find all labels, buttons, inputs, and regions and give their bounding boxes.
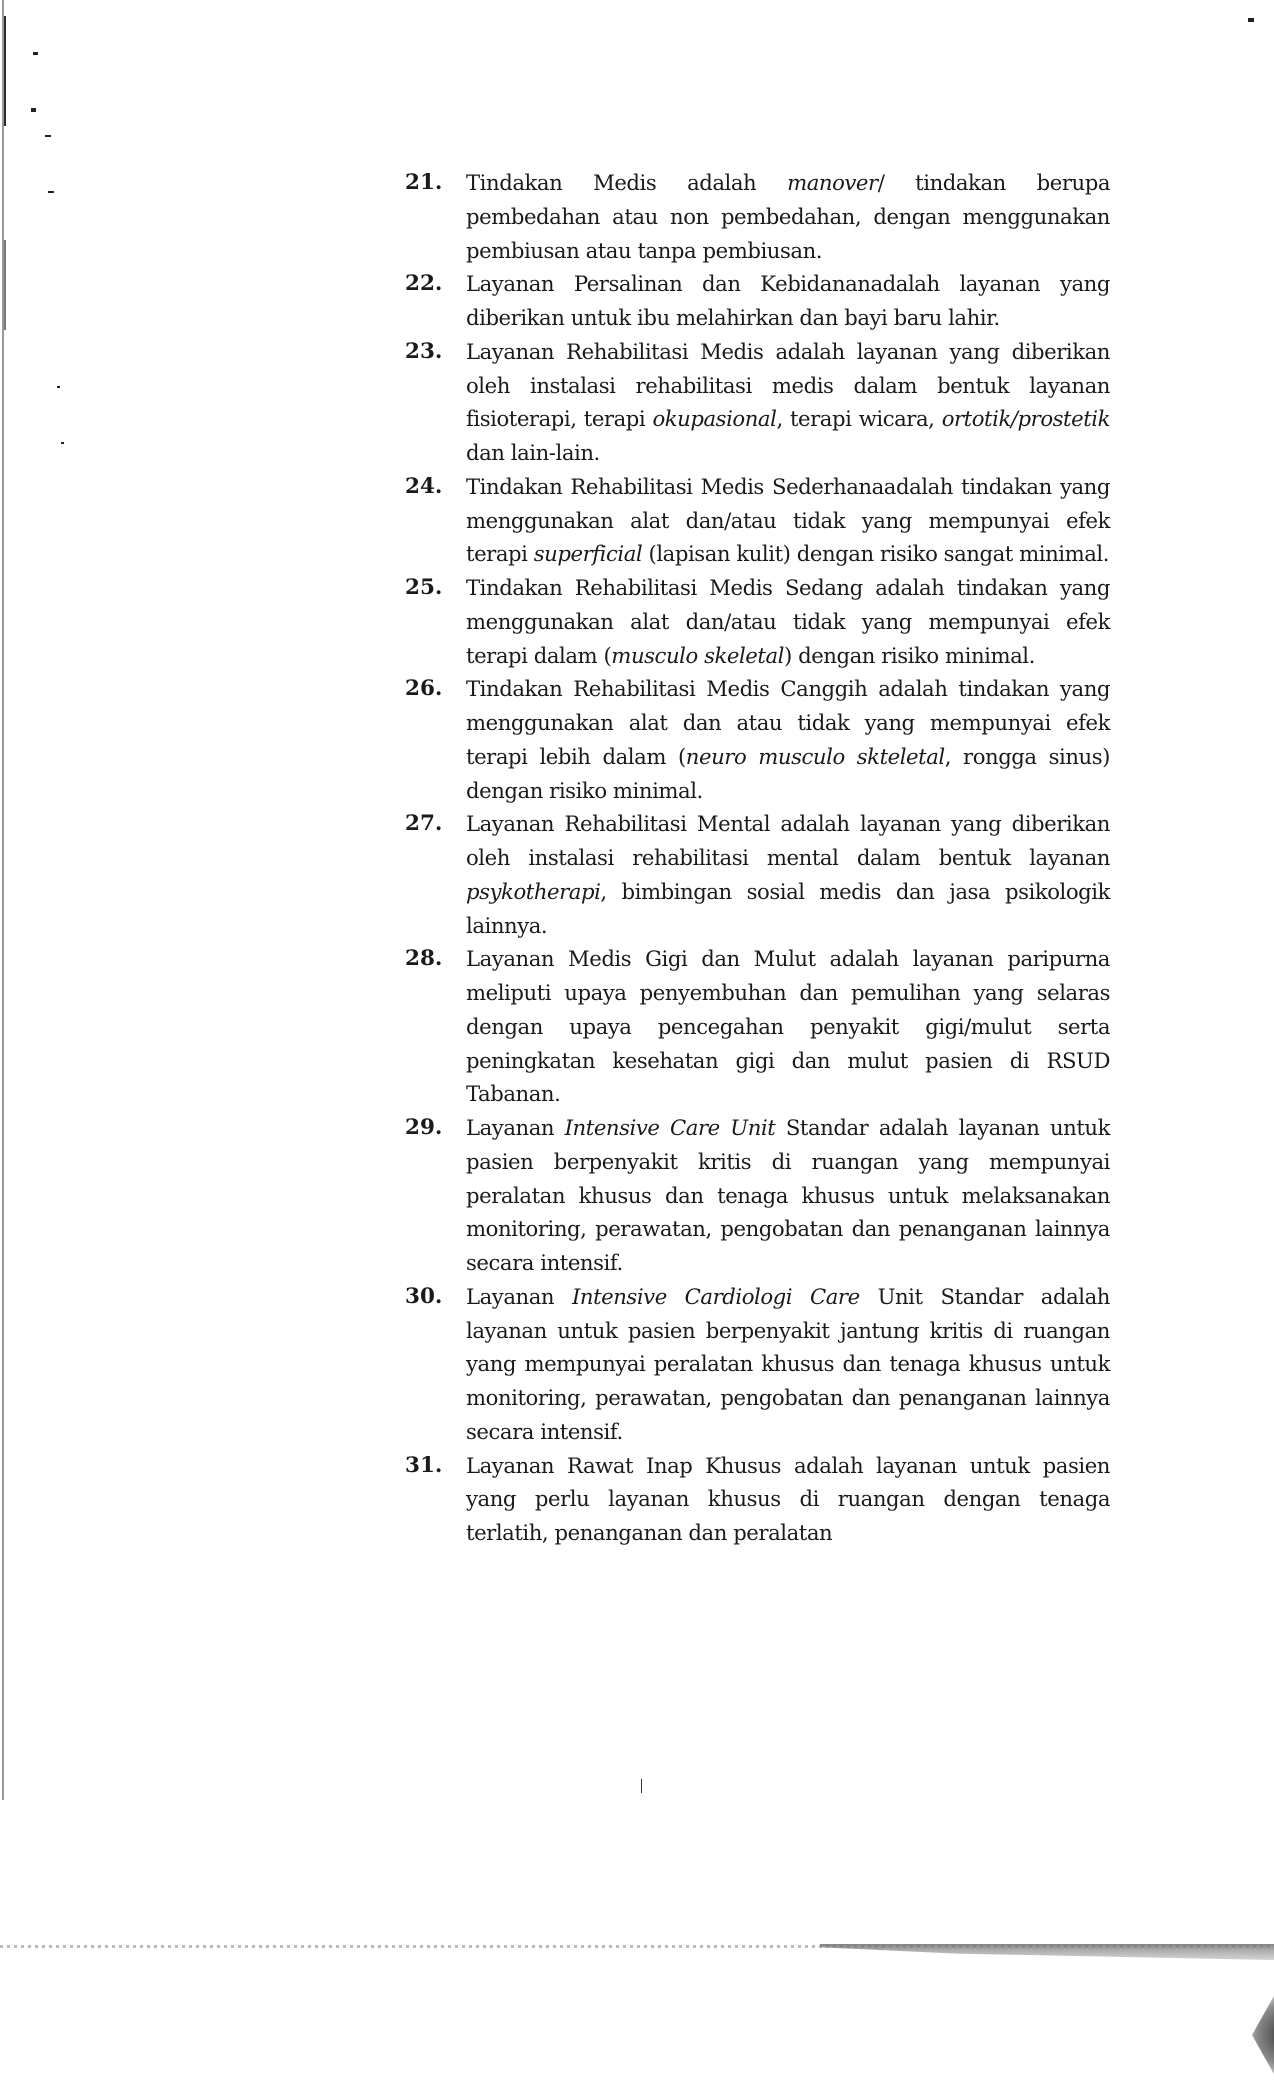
item-text — [466, 1449, 1110, 1550]
list-item-30 — [405, 1280, 1110, 1449]
item-number: 21. — [405, 170, 443, 195]
list-item-21 — [405, 166, 1110, 267]
scan-mark — [641, 1779, 642, 1793]
list-item-26 — [405, 672, 1110, 807]
text-run: Layanan Medis Gigi dan Mulut adalah layanan paripurna meliputi upaya penyembuhan dan pemulihan yang selaras dengan upaya pencegahan penyakit gigi/mulut serta peningkatan kesehatan gigi dan mulut pasien di RSUD Tabanan. — [466, 946, 1110, 1107]
list-item-23 — [405, 335, 1110, 470]
text-run: Layanan Rawat Inap Khusus adalah layanan untuk pasien yang perlu layanan khusus di ruangan dengan tenaga terlatih, penanganan dan peralatan — [466, 1452, 1110, 1545]
definitions-list — [405, 166, 1110, 1550]
italic-term: neuro musculo skteletal — [685, 743, 945, 769]
item-text — [466, 1280, 1110, 1449]
scan-speck — [61, 442, 64, 444]
italic-term: manover — [787, 170, 878, 195]
scan-corner-shadow — [1240, 1985, 1274, 2085]
text-run: (lapisan kulit) dengan risiko sangat minimal. — [642, 541, 1110, 567]
text-run: Tindakan Medis adalah — [466, 170, 788, 195]
scan-speck — [48, 191, 54, 193]
list-item-31 — [405, 1449, 1110, 1550]
italic-term: Intensive Cardiologi Care — [571, 1283, 860, 1309]
list-item-25 — [405, 571, 1110, 672]
item-text — [466, 470, 1110, 571]
item-number: 22. — [405, 271, 443, 297]
item-number: 25. — [405, 575, 443, 600]
text-run: Layanan Persalinan dan Kebidananadalah layanan yang diberikan untuk ibu melahirkan dan bayi baru lahir. — [466, 271, 1110, 330]
text-run: Layanan — [466, 1283, 572, 1309]
item-number: 30. — [405, 1283, 443, 1309]
text-run: Layanan Rehabilitasi Mental adalah layanan yang diberikan oleh instalasi rehabilitasi mental dalam bentuk layanan — [466, 811, 1110, 870]
item-text — [466, 166, 1110, 267]
scan-speck — [31, 108, 36, 112]
scan-left-edge-mark — [4, 240, 6, 330]
text-run: Tindakan Rehabilitasi Medis Canggih adalah tindakan yang menggunakan alat dan atau tidak yang mempunyai efek terapi lebih dalam ( — [466, 676, 1110, 769]
italic-term: psykotherapi — [466, 878, 601, 904]
item-number: 27. — [405, 811, 443, 837]
text-run: , terapi wicara, — [776, 406, 942, 432]
item-text — [466, 571, 1110, 672]
italic-term: musculo skeletal — [611, 642, 784, 668]
item-number: 23. — [405, 338, 443, 364]
item-text — [466, 1111, 1110, 1280]
italic-term: okupasional — [652, 406, 777, 432]
list-item-28 — [405, 942, 1110, 1111]
text-run: Standar adalah layanan untuk pasien berpenyakit kritis di ruangan yang mempunyai peralatan khusus dan tenaga khusus untuk melaksanakan monitoring, perawatan, pengobatan dan penanganan lainnya secara intensif. — [466, 1115, 1110, 1275]
text-run: ) dengan risiko minimal. — [783, 642, 1035, 668]
scan-shadow-band — [820, 1944, 1274, 1960]
item-text — [466, 942, 1110, 1111]
scan-speck — [45, 135, 51, 137]
scan-speck — [1248, 18, 1254, 22]
text-run: Tindakan Rehabilitasi Medis Sederhanaadalah tindakan yang menggunakan alat dan/atau tidak yang mempunyai efek terapi — [466, 473, 1110, 567]
text-run: dan lain-lain. — [466, 440, 600, 465]
item-number: 31. — [405, 1452, 443, 1478]
italic-term: Intensive Care Unit — [564, 1115, 776, 1140]
item-text — [466, 807, 1110, 942]
text-run: Layanan — [466, 1115, 565, 1140]
italic-term: superficial — [533, 541, 643, 567]
item-text — [466, 672, 1110, 807]
scan-speck — [57, 386, 60, 388]
text-run: , rongga sinus) dengan risiko minimal. — [466, 743, 1110, 803]
scan-left-edge-mark — [4, 16, 6, 126]
text-run: , bimbingan sosial medis dan jasa psikologik lainnya. — [466, 878, 1110, 938]
text-run: / tindakan berupa pembedahan atau non pembedahan, dengan menggunakan pembiusan atau tanpa pembiusan. — [466, 170, 1111, 263]
item-number: 29. — [405, 1115, 443, 1140]
text-run: Tindakan Rehabilitasi Medis Sedang adalah tindakan yang menggunakan alat dan/atau tidak yang mempunyai efek terapi dalam ( — [466, 575, 1110, 668]
item-text — [466, 335, 1110, 470]
list-item-22 — [405, 267, 1110, 335]
item-number: 28. — [405, 946, 443, 972]
item-number: 26. — [405, 676, 443, 702]
item-number: 24. — [405, 473, 443, 499]
item-text — [466, 267, 1110, 335]
scan-speck — [33, 52, 38, 55]
italic-term: ortotik/prostetik — [941, 406, 1110, 432]
text-run: Unit Standar adalah layanan untuk pasien berpenyakit jantung kritis di ruangan yang mempunyai peralatan khusus dan tenaga khusus untuk monitoring, perawatan, pengobatan dan penanganan lainnya secara intensif. — [466, 1283, 1110, 1444]
list-item-29 — [405, 1111, 1110, 1280]
text-run: Layanan Rehabilitasi Medis adalah layanan yang diberikan oleh instalasi rehabilitasi medis dalam bentuk layanan fisioterapi, terapi — [466, 338, 1110, 432]
list-item-24 — [405, 470, 1110, 571]
list-item-27 — [405, 807, 1110, 942]
